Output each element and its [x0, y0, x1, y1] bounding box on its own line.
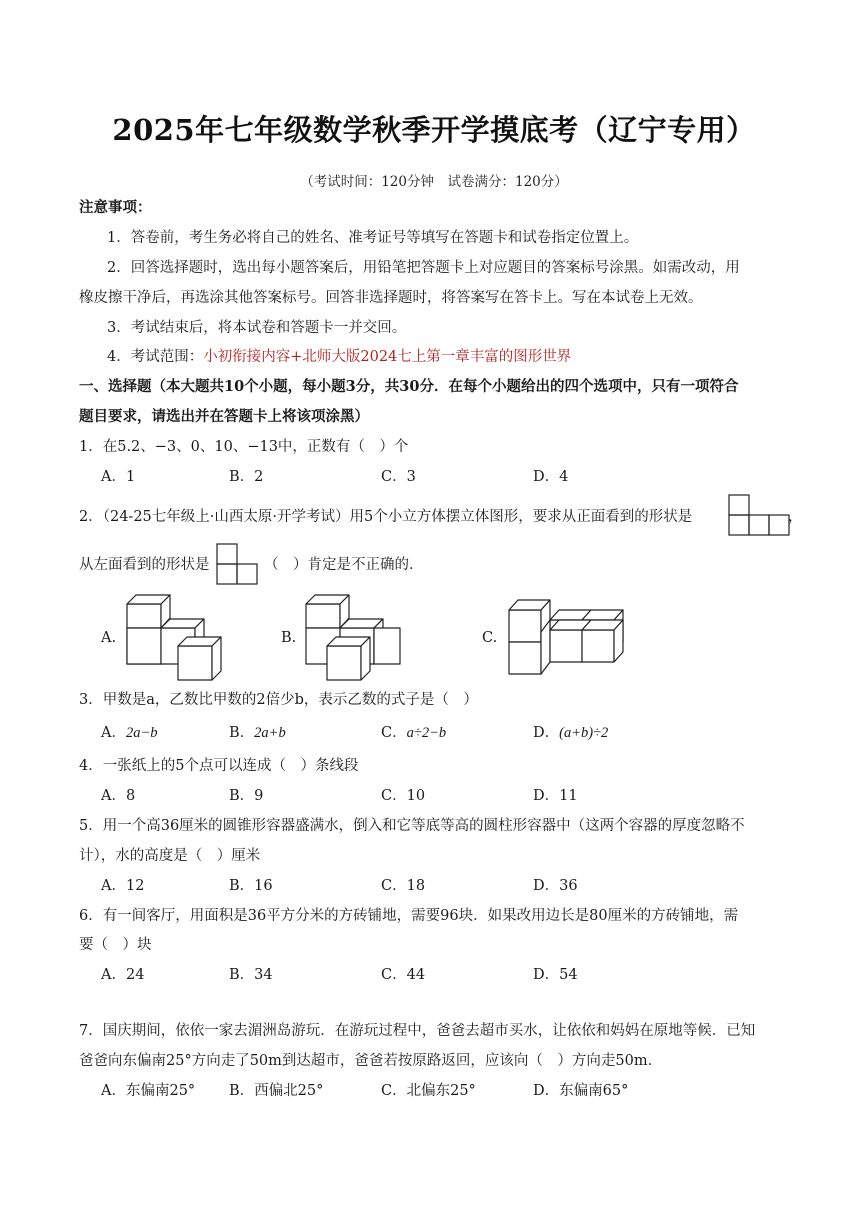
- exam-scope: 小初衔接内容+北师大版2024七上第一章丰富的图形世界: [203, 349, 572, 365]
- question-3-option-b-expr: 2a+b: [254, 725, 286, 741]
- question-1-option-c[interactable]: C．3: [381, 469, 416, 485]
- question-1-option-d[interactable]: D．4: [533, 469, 569, 485]
- question-3-stem: 3．甲数是a，乙数比甲数的2倍少b，表示乙数的式子是（ ）: [79, 692, 478, 708]
- question-3-option-a[interactable]: [101, 723, 158, 743]
- notice-item-4-prefix: 4．考试范围：: [107, 349, 204, 365]
- question-5-stem-line-1: 5．用一个高36厘米的圆锥形容器盛满水，倒入和它等底等高的圆柱形容器中（这两个容器的厚度忽略不: [79, 818, 745, 834]
- question-3-option-a-expr: 2a−b: [125, 725, 158, 741]
- question-2-stem-line-2-suffix: （ ）肯定是不正确的．: [264, 557, 424, 573]
- question-7-option-c[interactable]: C．北偏东25°: [381, 1083, 476, 1099]
- question-3-option-d-expr: (a+b)÷2: [559, 725, 609, 741]
- question-4-option-c[interactable]: C．10: [381, 788, 426, 804]
- question-1-option-a[interactable]: A．1: [101, 469, 136, 485]
- notice-heading: 注意事项：: [79, 199, 152, 216]
- question-4-stem: 4．一张纸上的5个点可以连成（ ）条线段: [79, 758, 359, 774]
- question-5-option-d[interactable]: D．36: [533, 878, 578, 894]
- question-2-option-b-figure[interactable]: [305, 594, 405, 684]
- notice-item-2-line-1: 2．回答选择题时，选出每小题答案后，用铅笔把答题卡上对应题目的答案标号涂黑。如需改动，用: [107, 260, 740, 276]
- question-2-stem-line-1: 2．（24-25七年级上·山西太原·开学考试）用5个小立方体摆立体图形，要求从正面看到的形状是: [79, 509, 693, 525]
- question-4-option-d[interactable]: D．11: [533, 788, 578, 804]
- notice-item-2-line-2: 橡皮擦干净后，再选涂其他答案标号。回答非选择题时，将答案写在答卡上。写在本试卷上无效。: [79, 290, 703, 306]
- question-7-option-d[interactable]: D．东偏南65°: [533, 1083, 629, 1099]
- question-7-stem-line-2: 爸爸向东偏南25°方向走了50m到达超市，爸爸若按原路返回，应该向（ ）方向走50m．: [79, 1053, 663, 1069]
- section-1-heading-line-1: 一、选择题（本大题共10个小题，每小题3分，共30分．在每个小题给出的四个选项中，只有一项符合: [79, 378, 739, 395]
- question-2-option-a-label[interactable]: A.: [101, 630, 117, 646]
- question-3-option-b[interactable]: [229, 723, 286, 743]
- front-view-figure: [728, 494, 790, 536]
- question-4-option-a[interactable]: A．8: [101, 788, 136, 804]
- question-5-option-a[interactable]: A．12: [101, 878, 145, 894]
- question-2-stem-comma: ，: [788, 509, 803, 525]
- question-1-stem: 1．在5.2、−3、0、10、−13中，正数有（ ）个: [79, 439, 409, 455]
- question-5-stem-line-2: 计），水的高度是（ ）厘米: [79, 848, 261, 864]
- question-5-option-c[interactable]: C．18: [381, 878, 426, 894]
- question-3-option-c-letter: C．: [381, 725, 407, 741]
- section-1-heading-line-2: 题目要求，请选出并在答题卡上将该项涂黑）: [79, 408, 369, 425]
- question-6-option-c[interactable]: C．44: [381, 967, 426, 983]
- question-3-option-c[interactable]: [381, 723, 446, 743]
- question-5-option-b[interactable]: B．16: [229, 878, 273, 894]
- notice-item-3: 3．考试结束后，将本试卷和答题卡一并交回。: [107, 320, 407, 336]
- question-2-option-c-label[interactable]: C.: [482, 630, 498, 646]
- left-view-figure: [216, 543, 258, 585]
- question-7-option-b[interactable]: B．西偏北25°: [229, 1083, 324, 1099]
- question-3-option-b-letter: B．: [229, 725, 255, 741]
- question-3-option-d[interactable]: [533, 723, 608, 743]
- question-6-stem-line-2: 要（ ）块: [79, 937, 152, 953]
- question-6-option-d[interactable]: D．54: [533, 967, 578, 983]
- question-4-option-b[interactable]: B．9: [229, 788, 264, 804]
- question-3-option-d-letter: D．: [533, 725, 560, 741]
- question-6-option-b[interactable]: B．34: [229, 967, 273, 983]
- question-7-option-a[interactable]: A．东偏南25°: [101, 1083, 196, 1099]
- notice-item-1: 1．答卷前，考生务必将自己的姓名、准考证号等填写在答题卡和试卷指定位置上。: [107, 230, 639, 246]
- exam-subtitle: （考试时间：120分钟 试卷满分：120分）: [300, 174, 568, 190]
- question-2-option-c-figure[interactable]: [508, 598, 628, 678]
- question-2-option-b-label[interactable]: B.: [281, 630, 297, 646]
- question-3-option-a-letter: A．: [101, 725, 126, 741]
- question-3-option-c-expr: a÷2−b: [406, 725, 447, 741]
- question-7-stem-line-1: 7．国庆期间，依依一家去湄洲岛游玩．在游玩过程中，爸爸去超市买水，让依依和妈妈在原地等候．已知: [79, 1023, 756, 1039]
- question-2-option-a-figure[interactable]: [126, 594, 226, 684]
- notice-item-4: [107, 347, 571, 367]
- question-6-option-a[interactable]: A．24: [101, 967, 145, 983]
- exam-title: 2025年七年级数学秋季开学摸底考（辽宁专用）: [112, 113, 756, 147]
- question-1-option-b[interactable]: B．2: [229, 469, 264, 485]
- question-2-stem-line-2-prefix: 从左面看到的形状是: [79, 557, 210, 573]
- question-6-stem-line-1: 6．有一间客厅，用面积是36平方分米的方砖铺地，需要96块．如果改用边长是80厘米的方砖铺地，需: [79, 908, 739, 924]
